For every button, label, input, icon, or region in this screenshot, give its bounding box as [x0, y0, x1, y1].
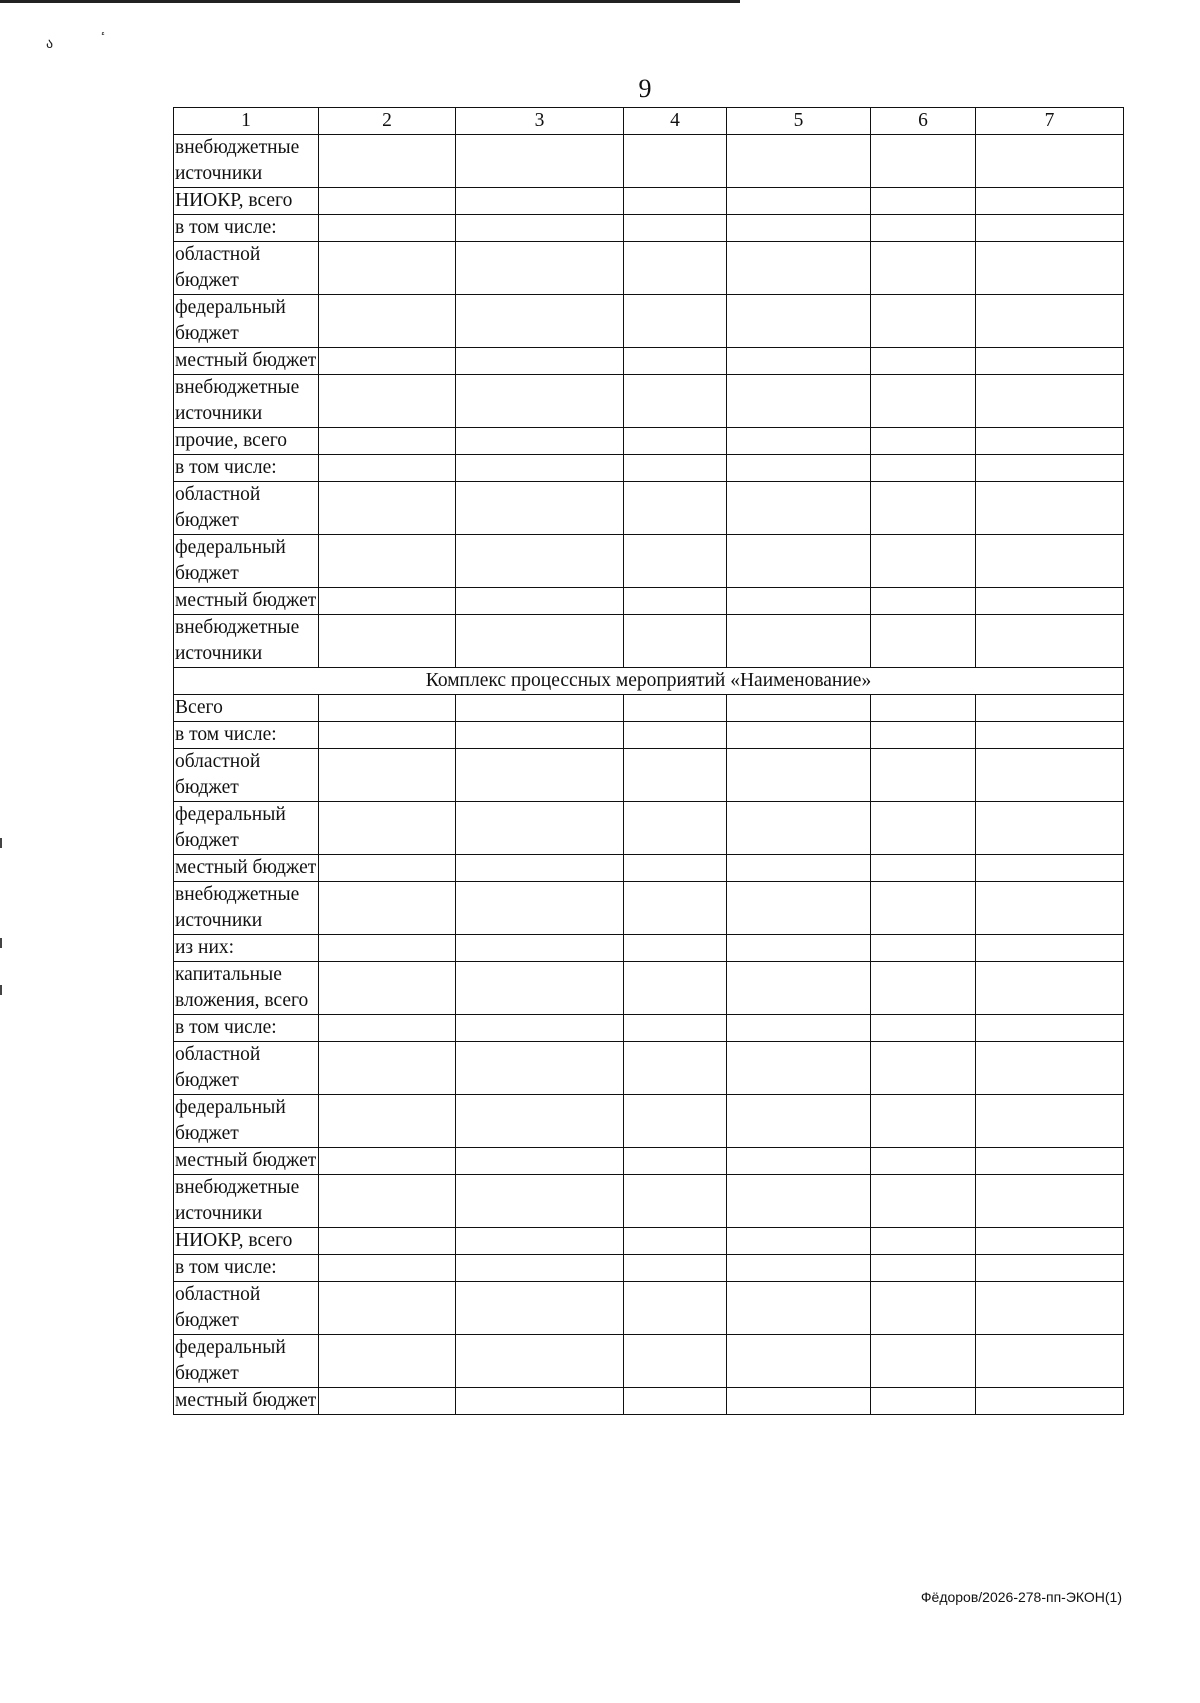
table-cell: [871, 1255, 976, 1282]
table-cell: [456, 749, 624, 802]
table-cell: [624, 1255, 727, 1282]
table-cell: [456, 135, 624, 188]
table-cell: [976, 882, 1124, 935]
table-cell: [319, 1148, 456, 1175]
table-cell: [727, 188, 871, 215]
section-heading: Комплекс процессных мероприятий «Наименование»: [174, 668, 1124, 695]
table-row: [174, 1388, 1124, 1415]
table-cell: [624, 1228, 727, 1255]
table-row: [174, 295, 1124, 348]
table-row: [174, 1282, 1124, 1335]
row-label: внебюджетные источники: [174, 615, 319, 668]
table-cell: [624, 428, 727, 455]
table-cell: [624, 1388, 727, 1415]
table-cell: [456, 375, 624, 428]
row-label: местный бюджет: [174, 588, 319, 615]
table-cell: [319, 1015, 456, 1042]
table-cell: [727, 802, 871, 855]
table-cell: [319, 135, 456, 188]
table-cell: [456, 615, 624, 668]
table-cell: [624, 962, 727, 1015]
table-row: [174, 1228, 1124, 1255]
table-cell: [456, 482, 624, 535]
table-cell: [727, 962, 871, 1015]
table-cell: [456, 1015, 624, 1042]
table-cell: [319, 188, 456, 215]
table-row: [174, 749, 1124, 802]
row-label: внебюджетные источники: [174, 135, 319, 188]
table-cell: [976, 588, 1124, 615]
table-cell: [976, 802, 1124, 855]
table-cell: [624, 1175, 727, 1228]
table-row: [174, 428, 1124, 455]
table-cell: [624, 1335, 727, 1388]
table-cell: [319, 882, 456, 935]
row-label: областной бюджет: [174, 482, 319, 535]
table-cell: [456, 348, 624, 375]
table-cell: [871, 1015, 976, 1042]
column-header: 1: [174, 108, 319, 135]
table-cell: [319, 215, 456, 242]
table-cell: [727, 295, 871, 348]
table-row: [174, 802, 1124, 855]
table-cell: [319, 722, 456, 749]
table-cell: [976, 855, 1124, 882]
table-cell: [727, 1042, 871, 1095]
table-cell: [976, 695, 1124, 722]
column-header: 7: [976, 108, 1124, 135]
table-cell: [976, 1015, 1124, 1042]
table-cell: [976, 1255, 1124, 1282]
row-label: из них:: [174, 935, 319, 962]
table-cell: [976, 455, 1124, 482]
table-cell: [624, 855, 727, 882]
table-cell: [976, 242, 1124, 295]
table-cell: [456, 295, 624, 348]
table-cell: [624, 722, 727, 749]
table-cell: [456, 188, 624, 215]
table-cell: [871, 188, 976, 215]
table-cell: [456, 1042, 624, 1095]
table-cell: [871, 882, 976, 935]
table-cell: [976, 1388, 1124, 1415]
table-cell: [976, 935, 1124, 962]
table-cell: [871, 482, 976, 535]
table-cell: [976, 482, 1124, 535]
table-cell: [456, 1228, 624, 1255]
table-cell: [871, 1175, 976, 1228]
table-cell: [319, 1388, 456, 1415]
row-label: местный бюджет: [174, 1388, 319, 1415]
table-cell: [456, 1255, 624, 1282]
table-cell: [624, 588, 727, 615]
table-cell: [976, 295, 1124, 348]
table-cell: [727, 855, 871, 882]
table-cell: [727, 215, 871, 242]
table-cell: [976, 135, 1124, 188]
table-cell: [727, 1282, 871, 1335]
table-cell: [871, 1148, 976, 1175]
table-cell: [319, 962, 456, 1015]
table-cell: [976, 428, 1124, 455]
budget-table-body: [174, 108, 1124, 1415]
table-cell: [624, 1148, 727, 1175]
table-cell: [456, 882, 624, 935]
table-cell: [319, 1255, 456, 1282]
row-label: внебюджетные источники: [174, 1175, 319, 1228]
table-cell: [871, 588, 976, 615]
table-cell: [456, 1335, 624, 1388]
scan-margin-mark: [0, 938, 2, 948]
table-cell: [624, 295, 727, 348]
table-cell: [871, 295, 976, 348]
table-cell: [976, 348, 1124, 375]
row-label: в том числе:: [174, 215, 319, 242]
table-cell: [727, 722, 871, 749]
table-cell: [871, 1282, 976, 1335]
table-cell: [727, 535, 871, 588]
table-cell: [976, 749, 1124, 802]
table-cell: [319, 695, 456, 722]
table-cell: [727, 482, 871, 535]
table-cell: [319, 1335, 456, 1388]
table-cell: [727, 1255, 871, 1282]
row-label: в том числе:: [174, 1015, 319, 1042]
row-label: областной бюджет: [174, 749, 319, 802]
table-cell: [727, 135, 871, 188]
row-label: областной бюджет: [174, 1042, 319, 1095]
table-cell: [319, 455, 456, 482]
row-label: внебюджетные источники: [174, 882, 319, 935]
table-row: [174, 615, 1124, 668]
table-cell: [871, 535, 976, 588]
budget-table: [173, 107, 1124, 1415]
row-label: местный бюджет: [174, 348, 319, 375]
table-row: [174, 882, 1124, 935]
table-cell: [319, 1175, 456, 1228]
row-label: Всего: [174, 695, 319, 722]
scan-edge-line: [0, 0, 740, 3]
table-cell: [456, 1175, 624, 1228]
table-row: [174, 242, 1124, 295]
table-cell: [624, 935, 727, 962]
column-header: 2: [319, 108, 456, 135]
table-cell: [319, 1282, 456, 1335]
table-row: [174, 348, 1124, 375]
table-row: [174, 135, 1124, 188]
table-cell: [976, 535, 1124, 588]
table-cell: [871, 1095, 976, 1148]
row-label: НИОКР, всего: [174, 1228, 319, 1255]
row-label: областной бюджет: [174, 242, 319, 295]
table-cell: [976, 188, 1124, 215]
row-label: федеральный бюджет: [174, 1335, 319, 1388]
row-label: федеральный бюджет: [174, 802, 319, 855]
row-label: федеральный бюджет: [174, 1095, 319, 1148]
table-row: [174, 722, 1124, 749]
table-cell: [727, 1095, 871, 1148]
column-header: 3: [456, 108, 624, 135]
table-row: [174, 482, 1124, 535]
table-cell: [319, 535, 456, 588]
table-cell: [456, 215, 624, 242]
table-cell: [976, 1228, 1124, 1255]
table-cell: [727, 935, 871, 962]
table-cell: [319, 855, 456, 882]
table-cell: [624, 882, 727, 935]
table-cell: [624, 749, 727, 802]
row-label: местный бюджет: [174, 855, 319, 882]
table-cell: [727, 1228, 871, 1255]
table-cell: [976, 1095, 1124, 1148]
table-row: [174, 1042, 1124, 1095]
table-cell: [727, 455, 871, 482]
table-cell: [319, 242, 456, 295]
table-cell: [456, 455, 624, 482]
row-label: федеральный бюджет: [174, 295, 319, 348]
table-cell: [624, 1042, 727, 1095]
table-cell: [319, 482, 456, 535]
table-cell: [871, 135, 976, 188]
table-cell: [319, 295, 456, 348]
row-label: внебюджетные источники: [174, 375, 319, 428]
table-cell: [976, 722, 1124, 749]
table-cell: [976, 215, 1124, 242]
table-cell: [727, 749, 871, 802]
table-row: [174, 1255, 1124, 1282]
row-label: прочие, всего: [174, 428, 319, 455]
table-row: [174, 1148, 1124, 1175]
table-cell: [871, 1335, 976, 1388]
table-cell: [727, 615, 871, 668]
table-cell: [727, 882, 871, 935]
table-cell: [319, 588, 456, 615]
table-row: [174, 215, 1124, 242]
table-cell: [871, 935, 976, 962]
table-cell: [871, 695, 976, 722]
table-cell: [727, 588, 871, 615]
table-cell: [727, 348, 871, 375]
row-label: местный бюджет: [174, 1148, 319, 1175]
table-cell: [871, 242, 976, 295]
table-cell: [727, 1388, 871, 1415]
scan-speck: ა: [46, 36, 54, 52]
table-cell: [624, 1095, 727, 1148]
table-cell: [456, 722, 624, 749]
table-cell: [319, 375, 456, 428]
table-cell: [871, 348, 976, 375]
table-cell: [727, 242, 871, 295]
table-cell: [624, 188, 727, 215]
table-cell: [624, 375, 727, 428]
table-cell: [727, 1335, 871, 1388]
table-cell: [976, 1335, 1124, 1388]
table-cell: [976, 1042, 1124, 1095]
table-cell: [624, 695, 727, 722]
table-cell: [871, 375, 976, 428]
table-row: [174, 455, 1124, 482]
page-number: 9: [638, 74, 652, 103]
table-cell: [624, 802, 727, 855]
table-cell: [624, 615, 727, 668]
table-cell: [727, 1175, 871, 1228]
table-row: [174, 188, 1124, 215]
table-cell: [871, 455, 976, 482]
row-label: в том числе:: [174, 722, 319, 749]
table-row: [174, 375, 1124, 428]
table-cell: [319, 615, 456, 668]
section-heading-row: [174, 668, 1124, 695]
table-cell: [456, 428, 624, 455]
table-cell: [319, 428, 456, 455]
table-cell: [456, 1282, 624, 1335]
scan-speck: ٴ: [101, 32, 106, 48]
row-label: в том числе:: [174, 455, 319, 482]
table-cell: [727, 375, 871, 428]
column-header: 4: [624, 108, 727, 135]
row-label: капитальные вложения, всего: [174, 962, 319, 1015]
table-cell: [727, 1148, 871, 1175]
document-reference: Фёдоров/2026-278-пп-ЭКОН(1): [920, 1589, 1122, 1605]
table-cell: [871, 428, 976, 455]
table-row: [174, 962, 1124, 1015]
table-row: [174, 935, 1124, 962]
table-cell: [456, 935, 624, 962]
table-cell: [871, 1042, 976, 1095]
table-cell: [456, 535, 624, 588]
table-cell: [624, 1015, 727, 1042]
table-cell: [976, 1282, 1124, 1335]
table-cell: [976, 962, 1124, 1015]
table-cell: [456, 855, 624, 882]
column-header: 6: [871, 108, 976, 135]
table-row: [174, 695, 1124, 722]
table-cell: [871, 1228, 976, 1255]
table-cell: [624, 482, 727, 535]
table-cell: [456, 588, 624, 615]
table-cell: [319, 1095, 456, 1148]
table-cell: [624, 535, 727, 588]
table-cell: [976, 1175, 1124, 1228]
table-cell: [319, 749, 456, 802]
table-cell: [727, 428, 871, 455]
scan-margin-mark: [0, 838, 2, 848]
table-row: [174, 535, 1124, 588]
table-cell: [624, 242, 727, 295]
table-cell: [871, 962, 976, 1015]
table-row: [174, 1335, 1124, 1388]
table-cell: [456, 242, 624, 295]
table-row: [174, 855, 1124, 882]
table-cell: [456, 962, 624, 1015]
table-cell: [456, 695, 624, 722]
table-cell: [624, 348, 727, 375]
table-cell: [871, 802, 976, 855]
table-cell: [624, 135, 727, 188]
table-cell: [319, 935, 456, 962]
table-cell: [871, 722, 976, 749]
column-number-header-row: [174, 108, 1124, 135]
table-cell: [976, 615, 1124, 668]
table-cell: [319, 1042, 456, 1095]
table-cell: [456, 1148, 624, 1175]
table-cell: [871, 215, 976, 242]
table-cell: [319, 802, 456, 855]
row-label: областной бюджет: [174, 1282, 319, 1335]
table-cell: [871, 749, 976, 802]
table-cell: [456, 802, 624, 855]
table-cell: [871, 1388, 976, 1415]
table-row: [174, 1175, 1124, 1228]
table-cell: [319, 348, 456, 375]
table-row: [174, 1015, 1124, 1042]
table-cell: [319, 1228, 456, 1255]
table-cell: [727, 1015, 871, 1042]
scan-margin-mark: [0, 985, 2, 995]
table-cell: [727, 695, 871, 722]
table-cell: [624, 455, 727, 482]
table-cell: [871, 855, 976, 882]
table-cell: [624, 1282, 727, 1335]
column-header: 5: [727, 108, 871, 135]
row-label: федеральный бюджет: [174, 535, 319, 588]
table-cell: [456, 1388, 624, 1415]
table-cell: [456, 1095, 624, 1148]
table-row: [174, 1095, 1124, 1148]
table-cell: [976, 1148, 1124, 1175]
table-cell: [871, 615, 976, 668]
table-row: [174, 588, 1124, 615]
table-cell: [976, 375, 1124, 428]
row-label: НИОКР, всего: [174, 188, 319, 215]
row-label: в том числе:: [174, 1255, 319, 1282]
table-cell: [624, 215, 727, 242]
